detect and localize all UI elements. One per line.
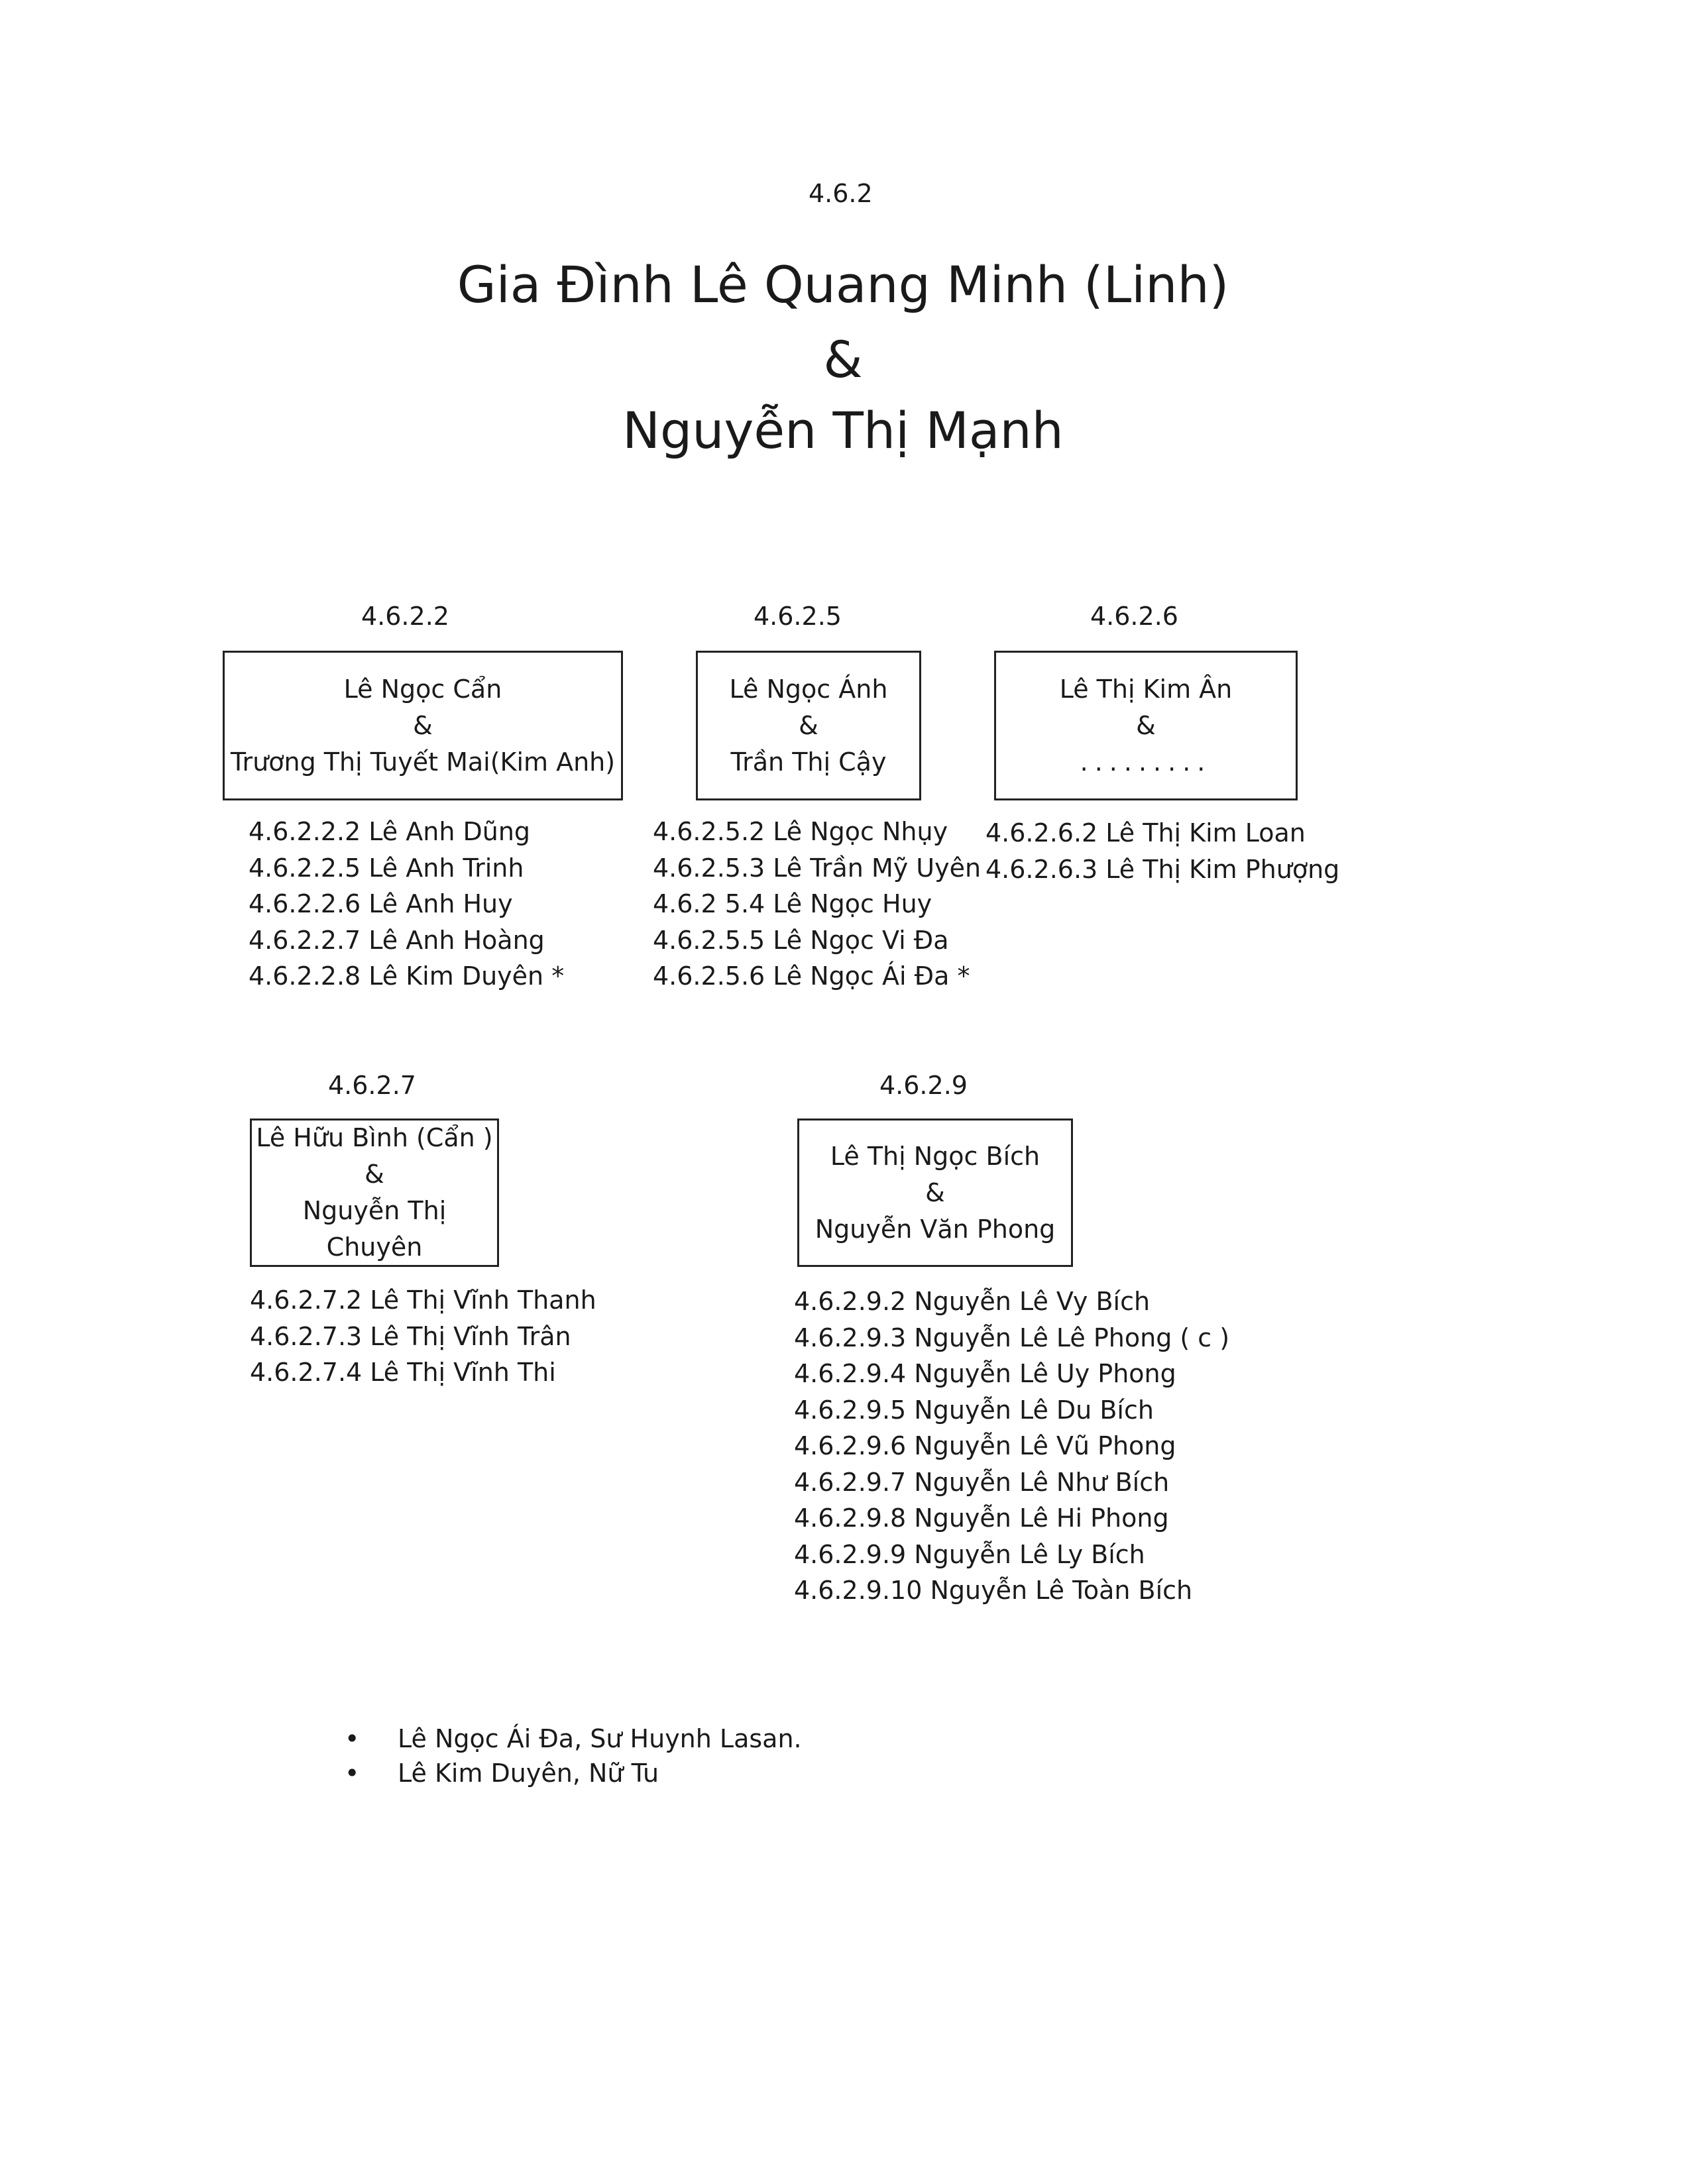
child-entry: 4.6.2.9.8 Nguyễn Lê Hi Phong (794, 1503, 1169, 1533)
spouse-name: Nguyễn Văn Phong (815, 1214, 1056, 1244)
spouse-name: Nguyễn Thị Chuyên (302, 1196, 447, 1262)
child-entry: 4.6.2.2.7 Lê Anh Hoàng (249, 925, 545, 955)
parent-name: Lê Thị Ngọc Bích (830, 1141, 1040, 1171)
family-box-4-6-2-5 (696, 651, 921, 800)
children-list-4-6-2-9 (794, 1283, 1229, 1609)
title-ampersand: & (823, 330, 863, 389)
child-entry: 4.6.2.6.3 Lê Thị Kim Phượng (985, 854, 1340, 884)
page-number: 4.6.2 (809, 179, 873, 208)
children-list-4-6-2-5 (653, 814, 981, 995)
spouse-name: Trần Thị Cậy (730, 747, 887, 777)
unknown-spouse-dots: ......... (1080, 747, 1212, 777)
ampersand: & (365, 1160, 384, 1189)
child-entry: 4.6.2.2.8 Lê Kim Duyên * (249, 961, 565, 991)
child-entry: 4.6.2.9.5 Nguyễn Lê Du Bích (794, 1395, 1154, 1425)
child-entry: 4.6.2.5.3 Lê Trần Mỹ Uyên (653, 853, 982, 883)
child-entry: 4.6.2.6.2 Lê Thị Kim Loan (985, 818, 1306, 847)
family-code-4-6-2-6: 4.6.2.6 (1090, 602, 1178, 631)
bullet-icon: • (345, 1759, 360, 1788)
family-box-4-6-2-7 (250, 1119, 499, 1267)
title-line-1: Gia Đình Lê Quang Minh (Linh) (457, 255, 1229, 314)
children-list-4-6-2-7 (250, 1282, 596, 1391)
family-code-4-6-2-5: 4.6.2.5 (754, 602, 842, 631)
title-line-2: Nguyễn Thị Mạnh (622, 401, 1064, 460)
child-entry: 4.6.2.9.4 Nguyễn Lê Uy Phong (794, 1359, 1176, 1388)
family-code-4-6-2-9: 4.6.2.9 (879, 1071, 968, 1100)
children-list-4-6-2-6 (985, 815, 1339, 887)
bullet-icon: • (345, 1724, 360, 1753)
ampersand: & (413, 710, 433, 740)
family-box-4-6-2-2 (223, 651, 623, 800)
child-entry: 4.6.2.9.6 Nguyễn Lê Vũ Phong (794, 1431, 1176, 1460)
child-entry: 4.6.2.2.2 Lê Anh Dũng (249, 817, 531, 846)
parent-name: Lê Ngọc Cẩn (343, 674, 502, 704)
footnotes (345, 1721, 802, 1790)
family-code-4-6-2-2: 4.6.2.2 (361, 602, 449, 631)
children-list-4-6-2-2 (249, 814, 564, 995)
child-entry: 4.6.2.5.2 Lê Ngọc Nhụy (653, 817, 948, 846)
child-entry: 4.6.2.5.6 Lê Ngọc Ái Đa * (653, 961, 970, 991)
child-entry: 4.6.2.7.2 Lê Thị Vĩnh Thanh (250, 1285, 596, 1315)
child-entry: 4.6.2.7.4 Lê Thị Vĩnh Thi (250, 1358, 556, 1387)
child-entry: 4.6.2.9.10 Nguyễn Lê Toàn Bích (794, 1576, 1193, 1605)
parent-name: Lê Hữu Bình (Cẩn ) (256, 1123, 493, 1152)
child-entry: 4.6.2.2.6 Lê Anh Huy (249, 889, 513, 918)
family-code-4-6-2-7: 4.6.2.7 (328, 1071, 416, 1100)
child-entry: 4.6.2.9.2 Nguyễn Lê Vy Bích (794, 1287, 1151, 1316)
parent-name: Lê Ngọc Ánh (729, 674, 888, 704)
footnote-item: • Lê Kim Duyên, Nữ Tu (345, 1756, 802, 1790)
child-entry: 4.6.2 5.4 Lê Ngọc Huy (653, 889, 932, 918)
family-box-4-6-2-9 (797, 1119, 1073, 1267)
child-entry: 4.6.2.5.5 Lê Ngọc Vi Đa (653, 925, 949, 955)
family-box-4-6-2-6 (994, 651, 1298, 800)
ampersand: & (925, 1177, 945, 1207)
parent-name: Lê Thị Kim Ân (1059, 674, 1233, 704)
footnote-item: • Lê Ngọc Ái Đa, Sư Huynh Lasan. (345, 1721, 802, 1756)
child-entry: 4.6.2.9.7 Nguyễn Lê Như Bích (794, 1467, 1170, 1497)
child-entry: 4.6.2.7.3 Lê Thị Vĩnh Trân (250, 1321, 571, 1351)
ampersand: & (1136, 710, 1156, 740)
ampersand: & (799, 710, 818, 740)
child-entry: 4.6.2.2.5 Lê Anh Trinh (249, 853, 524, 883)
child-entry: 4.6.2.9.3 Nguyễn Lê Lê Phong ( c ) (794, 1323, 1230, 1352)
child-entry: 4.6.2.9.9 Nguyễn Lê Ly Bích (794, 1539, 1145, 1569)
spouse-name: Trương Thị Tuyết Mai(Kim Anh) (230, 747, 616, 777)
